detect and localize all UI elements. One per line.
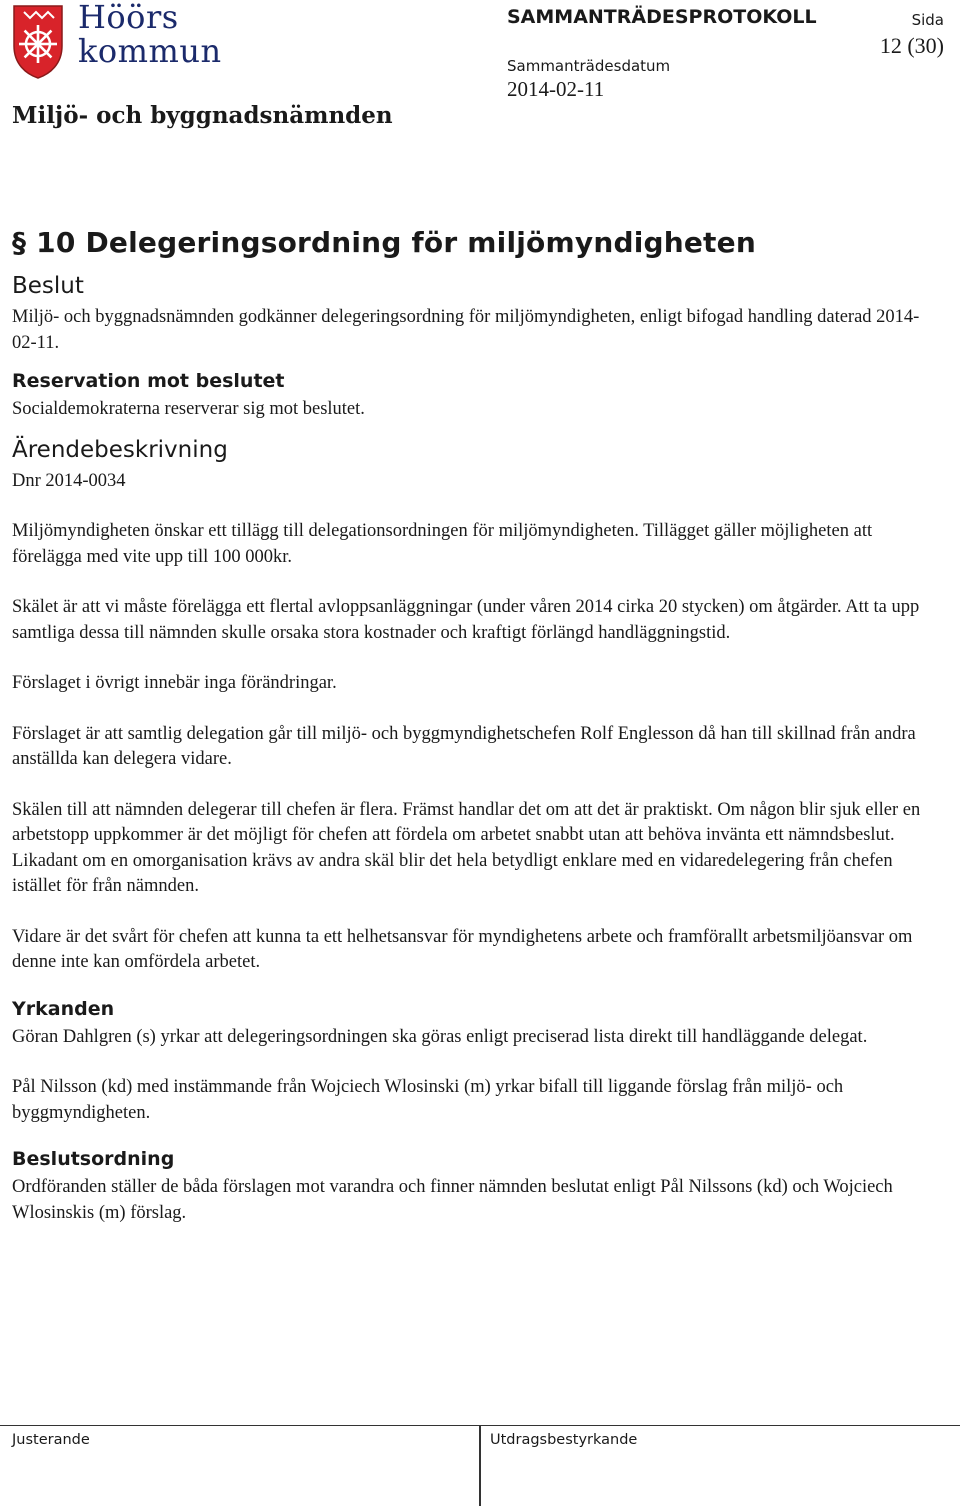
yrkanden-heading: Yrkanden	[12, 997, 115, 1020]
page-label: Sida	[911, 11, 944, 29]
yrkanden-paragraph-1: Göran Dahlgren (s) yrkar att delegeringsordningen ska göras enligt preciserad lista direkt till handläggande delegat.	[12, 1026, 868, 1047]
brand-line-2: kommun	[78, 32, 222, 70]
justerande-label: Justerande	[12, 1432, 90, 1448]
arende-heading: Ärendebeskrivning	[12, 436, 228, 463]
signature-footer	[0, 1425, 960, 1506]
date-label: Sammanträdesdatum	[507, 57, 671, 75]
yrkanden-paragraph-2: Pål Nilsson (kd) med instämmande från Wojciech Wlosinski (m) yrkar bifall till liggande förslag från miljö- och byggmyndigheten.	[12, 1077, 844, 1123]
arende-paragraph-1: Miljömyndigheten önskar ett tillägg till delegationsordningen för miljömyndigheten. Tillägget gäller möjligheten att förelägga med vite upp till 100 000kr.	[12, 521, 873, 567]
brand-line-1: Höörs	[78, 0, 179, 36]
beslut-text: Miljö- och byggnadsnämnden godkänner delegeringsordning för miljömyndigheten, enligt bifogad handling daterad 2014-02-11.	[12, 307, 920, 353]
section-title: § 10 Delegeringsordning för miljömyndigheten	[12, 226, 756, 259]
arende-paragraph-2: Skälet är att vi måste förelägga ett flertal avloppsanläggningar (under våren 2014 cirka 20 stycken) om åtgärder. Att ta upp samtliga dessa till nämnden skulle orsaka stora kostnader och kraftigt förlängd handläggningstid.	[12, 597, 920, 643]
reservation-heading: Reservation mot beslutet	[12, 370, 285, 392]
org-title: Miljö- och byggnadsnämnden	[12, 102, 393, 129]
brand-name	[78, 0, 222, 68]
arende-paragraph-3: Förslaget i övrigt innebär inga förändringar.	[12, 673, 337, 693]
document-body	[12, 226, 942, 1251]
protocol-title: SAMMANTRÄDESPROTOKOLL	[507, 6, 817, 28]
arende-paragraph-5: Skälen till att nämnden delegerar till chefen är flera. Främst handlar det om att det är praktiskt. Om någon blir sjuk eller en arbetstopp uppkommer är det möjligt för chefen att fördela om arbetet snabbt utan att behöva invänta ett nämndsbeslut. Likadant om en omorganisation krävs av andra skäl blir det hela betydligt enklare med en vidaredelegering från chefen istället för från nämnden.	[12, 799, 921, 896]
beslutsordning-heading: Beslutsordning	[12, 1148, 175, 1170]
date-value: 2014-02-11	[507, 77, 605, 101]
footer-divider	[479, 1426, 481, 1506]
dnr-text: Dnr 2014-0034	[12, 470, 126, 491]
reservation-text: Socialdemokraterna reserverar sig mot beslutet.	[12, 399, 365, 419]
coat-of-arms-icon	[10, 2, 66, 80]
beslut-heading: Beslut	[12, 273, 84, 299]
page-number: 12 (30)	[879, 33, 944, 58]
beslutsordning-text: Ordföranden ställer de båda förslagen mot varandra och finner nämnden beslutat enligt Pål Nilssons (kd) och Wojciech Wlosinskis (m) förslag.	[12, 1177, 893, 1223]
utdragsbestyrkande-label: Utdragsbestyrkande	[490, 1432, 638, 1448]
arende-paragraph-4: Förslaget är att samtlig delegation går till miljö- och byggmyndighetschefen Rolf Englesson då han till skillnad från andra anställda kan delegera vidare.	[12, 723, 916, 769]
arende-paragraph-6: Vidare är det svårt för chefen att kunna ta ett helhetsansvar för myndighetens arbete och framförallt arbetsmiljöansvar om denne inte kan omfördela arbetet.	[12, 926, 913, 972]
